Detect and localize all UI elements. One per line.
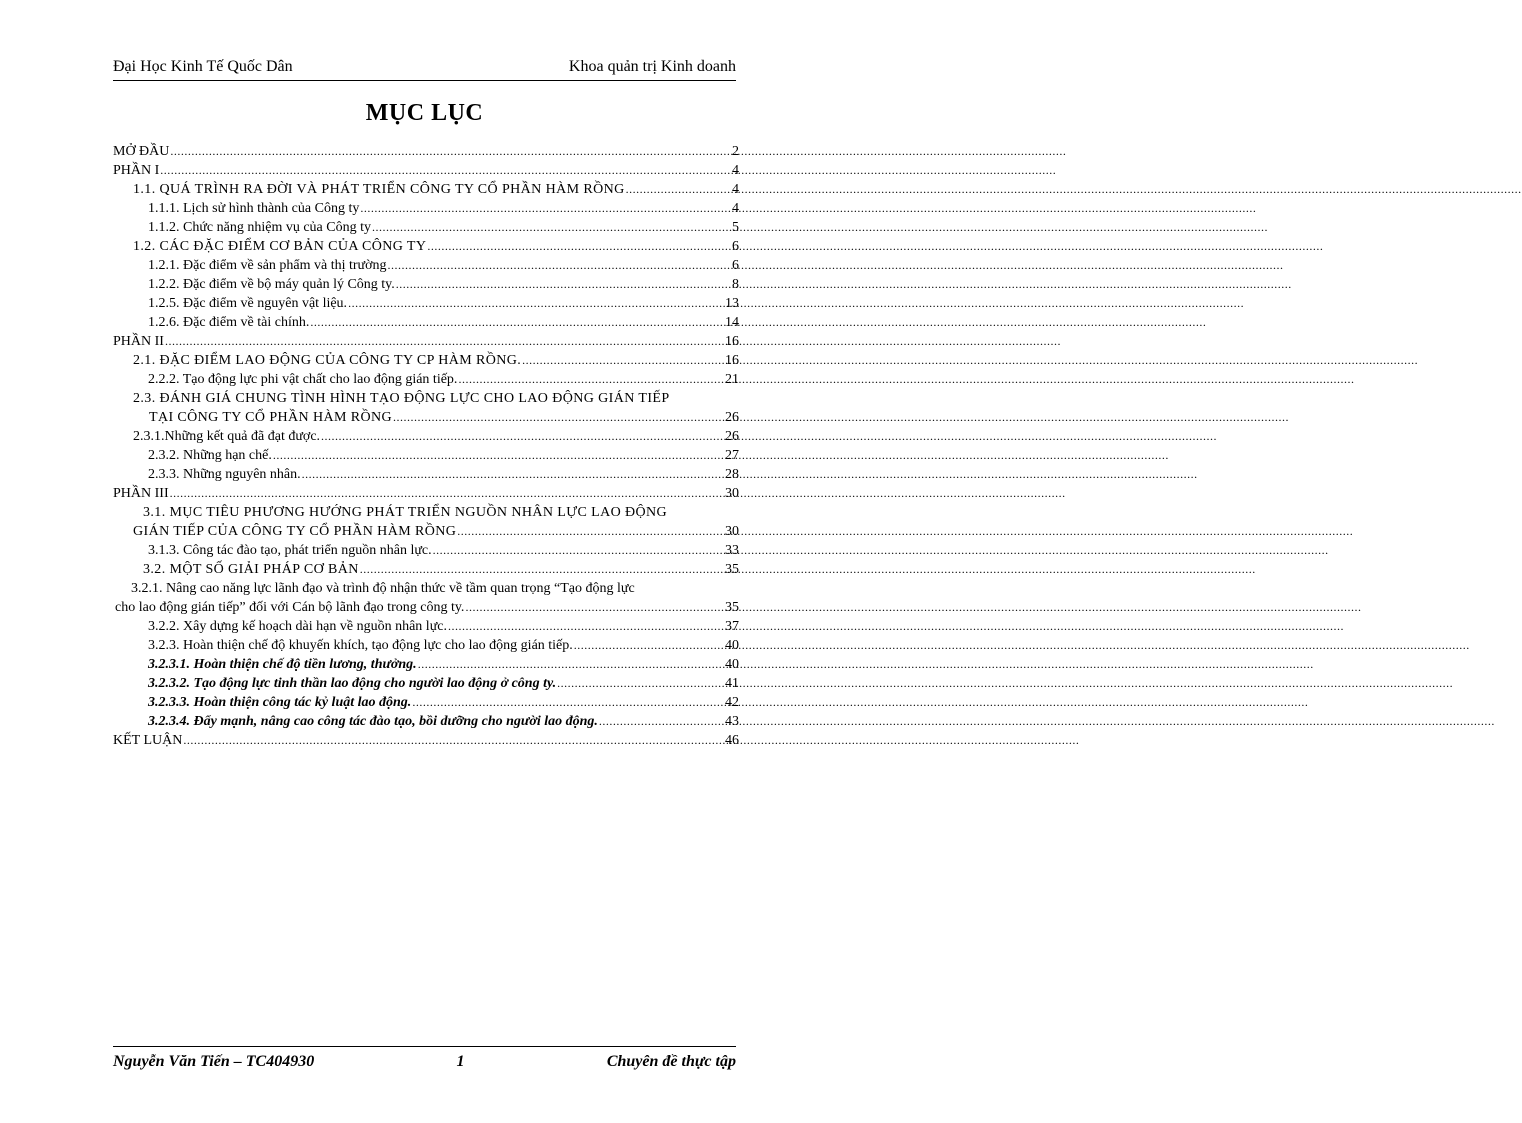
toc-leader-dots	[310, 313, 724, 332]
toc-entry-title: GIÁN TIẾP CỦA CÔNG TY CỔ PHẦN HÀM RỒNG	[133, 524, 457, 539]
toc-entry-title: 1.1.2. Chức năng nhiệm vụ của Công ty	[148, 220, 372, 235]
footer-doc-type: Chuyên đề thực tập	[606, 1053, 736, 1070]
page-footer	[113, 1046, 736, 1071]
toc-entry-page: 5	[732, 220, 739, 235]
toc-entry[interactable]	[113, 142, 739, 161]
toc-entry-title: 1.2.6. Đặc điểm về tài chính.	[148, 315, 310, 330]
toc-leader-dots	[557, 674, 724, 693]
toc-entry[interactable]	[113, 579, 739, 617]
toc-leader-dots	[599, 712, 724, 731]
toc-entry[interactable]	[113, 636, 739, 655]
toc-leader-dots	[360, 199, 728, 218]
toc-entry[interactable]	[113, 370, 739, 389]
toc-entry-page: 46	[725, 733, 739, 748]
toc-leader-dots	[388, 256, 728, 275]
toc-entry-title: PHẦN II	[113, 334, 164, 349]
toc-entry[interactable]	[113, 161, 739, 180]
toc-entry[interactable]	[113, 731, 739, 750]
toc-entry[interactable]	[113, 389, 739, 427]
toc-leader-dots	[360, 560, 724, 579]
toc-leader-dots	[427, 237, 728, 256]
toc-leader-dots	[396, 275, 728, 294]
footer-page-number: 1	[456, 1053, 465, 1070]
toc-entry-page: 42	[725, 695, 739, 710]
toc-entry-page: 27	[725, 448, 739, 463]
footer-author: Nguyễn Văn Tiến – TC404930	[113, 1053, 315, 1070]
toc-entry-page: 33	[725, 543, 739, 558]
toc-entry-title: 2.1. ĐẶC ĐIỂM LAO ĐỘNG CỦA CÔNG TY CP HÀM RỒNG.	[133, 353, 522, 368]
toc-entry[interactable]	[113, 180, 739, 199]
toc-entry[interactable]	[113, 541, 739, 560]
toc-leader-dots	[457, 522, 724, 541]
toc-leader-dots	[458, 370, 724, 389]
toc-leader-dots	[183, 731, 724, 750]
table-of-contents	[113, 142, 739, 750]
toc-entry-title-line1: 2.3. ĐÁNH GIÁ CHUNG TÌNH HÌNH TẠO ĐỘNG LỰC CHO LAO ĐỘNG GIÁN TIẾP	[133, 391, 670, 406]
toc-entry-title: TẠI CÔNG TY CỔ PHẦN HÀM RỒNG	[149, 410, 392, 425]
toc-entry[interactable]	[113, 674, 739, 693]
toc-entry-title: MỞ ĐẦU	[113, 144, 170, 159]
toc-entry-title: 1.2.5. Đặc điểm về nguyên vật liệu.	[148, 296, 348, 311]
toc-entry[interactable]	[113, 294, 739, 313]
toc-entry-page: 16	[725, 334, 739, 349]
toc-entry[interactable]	[113, 275, 739, 294]
toc-entry-title: PHẦN III	[113, 486, 169, 501]
toc-entry[interactable]	[113, 446, 739, 465]
toc-entry-page: 13	[725, 296, 739, 311]
toc-entry[interactable]	[113, 199, 739, 218]
toc-leader-dots	[626, 180, 728, 199]
toc-entry-page: 2	[732, 144, 739, 159]
toc-entry[interactable]	[113, 351, 739, 370]
toc-entry[interactable]	[113, 427, 739, 446]
header-university: Đại Học Kinh Tế Quốc Dân	[113, 58, 293, 75]
toc-entry-page: 30	[725, 524, 739, 539]
toc-entry-page: 21	[725, 372, 739, 387]
toc-leader-dots	[165, 332, 724, 351]
toc-entry-title: 3.2.2. Xây dựng kế hoạch dài hạn về nguồn nhân lực.	[148, 619, 447, 634]
toc-entry-page: 26	[725, 429, 739, 444]
toc-entry-page: 6	[732, 239, 739, 254]
toc-entry-title: 3.2.3. Hoàn thiện chế độ khuyến khích, tạo động lực cho lao động gián tiếp.	[148, 638, 573, 653]
toc-leader-dots	[465, 598, 724, 617]
toc-entry[interactable]	[113, 484, 739, 503]
toc-entry-page: 6	[732, 258, 739, 273]
toc-entry-title: 3.2.3.2. Tạo động lực tinh thần lao động cho người lao động ở công ty.	[148, 676, 557, 691]
toc-entry[interactable]	[113, 712, 739, 731]
toc-entry-page: 26	[725, 410, 739, 425]
toc-entry-title-line1: 3.2.1. Nâng cao năng lực lãnh đạo và trình độ nhận thức về tầm quan trọng “Tạo động lực	[131, 581, 635, 596]
toc-entry[interactable]	[113, 237, 739, 256]
toc-leader-dots	[170, 484, 724, 503]
toc-leader-dots	[160, 161, 728, 180]
toc-entry[interactable]	[113, 256, 739, 275]
toc-entry-page: 41	[725, 676, 739, 691]
toc-leader-dots	[372, 218, 728, 237]
toc-entry-page: 40	[725, 638, 739, 653]
toc-leader-dots	[321, 427, 724, 446]
toc-entry-title: 3.2.3.4. Đẩy mạnh, nâng cao công tác đào tạo, bồi dưỡng cho người lao động.	[148, 714, 598, 729]
toc-entry-page: 30	[725, 486, 739, 501]
toc-entry[interactable]	[113, 332, 739, 351]
toc-leader-dots	[393, 408, 724, 427]
toc-leader-dots	[348, 294, 724, 313]
toc-entry-title: 1.2.1. Đặc điểm về sản phẩm và thị trường	[148, 258, 387, 273]
toc-entry-page: 35	[725, 562, 739, 577]
toc-leader-dots	[273, 446, 724, 465]
page-title: MỤC LỤC	[365, 100, 484, 126]
toc-leader-dots	[170, 142, 728, 161]
header-faculty: Khoa quản trị Kinh doanh	[568, 58, 736, 75]
toc-entry[interactable]	[113, 465, 739, 484]
toc-leader-dots	[574, 636, 724, 655]
toc-entry-title: 2.3.3. Những nguyên nhân.	[148, 467, 301, 482]
toc-leader-dots	[522, 351, 724, 370]
page-header	[113, 50, 736, 81]
toc-entry-title: PHẦN I	[113, 163, 160, 178]
toc-entry[interactable]	[113, 313, 739, 332]
toc-entry-page: 35	[725, 600, 739, 615]
toc-entry-title: 1.2.2. Đặc điểm về bộ máy quản lý Công ty.	[148, 277, 395, 292]
toc-leader-dots	[302, 465, 724, 484]
toc-leader-dots	[418, 655, 724, 674]
toc-leader-dots	[433, 541, 724, 560]
toc-entry[interactable]	[113, 655, 739, 674]
toc-entry-title: 3.2.3.1. Hoàn thiện chế độ tiền lương, thưởng.	[148, 657, 417, 672]
toc-leader-dots	[448, 617, 724, 636]
toc-entry[interactable]	[113, 560, 739, 579]
toc-entry[interactable]	[113, 218, 739, 237]
toc-entry-title: 3.2.3.3. Hoàn thiện công tác kỷ luật lao động.	[148, 695, 412, 710]
toc-entry-title: 2.3.2. Những hạn chế.	[148, 448, 272, 463]
toc-entry-title: 1.1.1. Lịch sử hình thành của Công ty	[148, 201, 360, 216]
toc-entry-page: 16	[725, 353, 739, 368]
toc-entry-page: 4	[732, 182, 739, 197]
toc-entry[interactable]	[113, 503, 739, 541]
toc-entry-title: cho lao động gián tiếp” đối với Cán bộ lãnh đạo trong công ty.	[115, 600, 465, 615]
toc-entry-page: 8	[732, 277, 739, 292]
toc-entry-title: 2.3.1.Những kết quả đã đạt được.	[133, 429, 321, 444]
toc-entry-page: 4	[732, 201, 739, 216]
toc-entry-page: 43	[725, 714, 739, 729]
toc-entry-page: 28	[725, 467, 739, 482]
toc-entry[interactable]	[113, 693, 739, 712]
toc-entry-page: 14	[725, 315, 739, 330]
toc-entry-page: 4	[732, 163, 739, 178]
toc-entry-title-line1: 3.1. MỤC TIÊU PHƯƠNG HƯỚNG PHÁT TRIỂN NGUỒN NHÂN LỰC LAO ĐỘNG	[143, 505, 668, 520]
toc-entry-title: 1.2. CÁC ĐẶC ĐIỂM CƠ BẢN CỦA CÔNG TY	[133, 239, 427, 254]
toc-entry-title: KẾT LUẬN	[113, 733, 183, 748]
toc-entry-page: 40	[725, 657, 739, 672]
toc-entry-title: 1.1. QUÁ TRÌNH RA ĐỜI VÀ PHÁT TRIỂN CÔNG TY CỔ PHẦN HÀM RỒNG	[133, 182, 625, 197]
toc-entry-title: 3.2. MỘT SỐ GIẢI PHÁP CƠ BẢN	[143, 562, 359, 577]
toc-entry[interactable]	[113, 617, 739, 636]
toc-leader-dots	[412, 693, 724, 712]
toc-entry-page: 37	[725, 619, 739, 634]
toc-entry-title: 3.1.3. Công tác đào tạo, phát triển nguồn nhân lực.	[148, 543, 432, 558]
toc-entry-title: 2.2.2. Tạo động lực phi vật chất cho lao động gián tiếp.	[148, 372, 458, 387]
